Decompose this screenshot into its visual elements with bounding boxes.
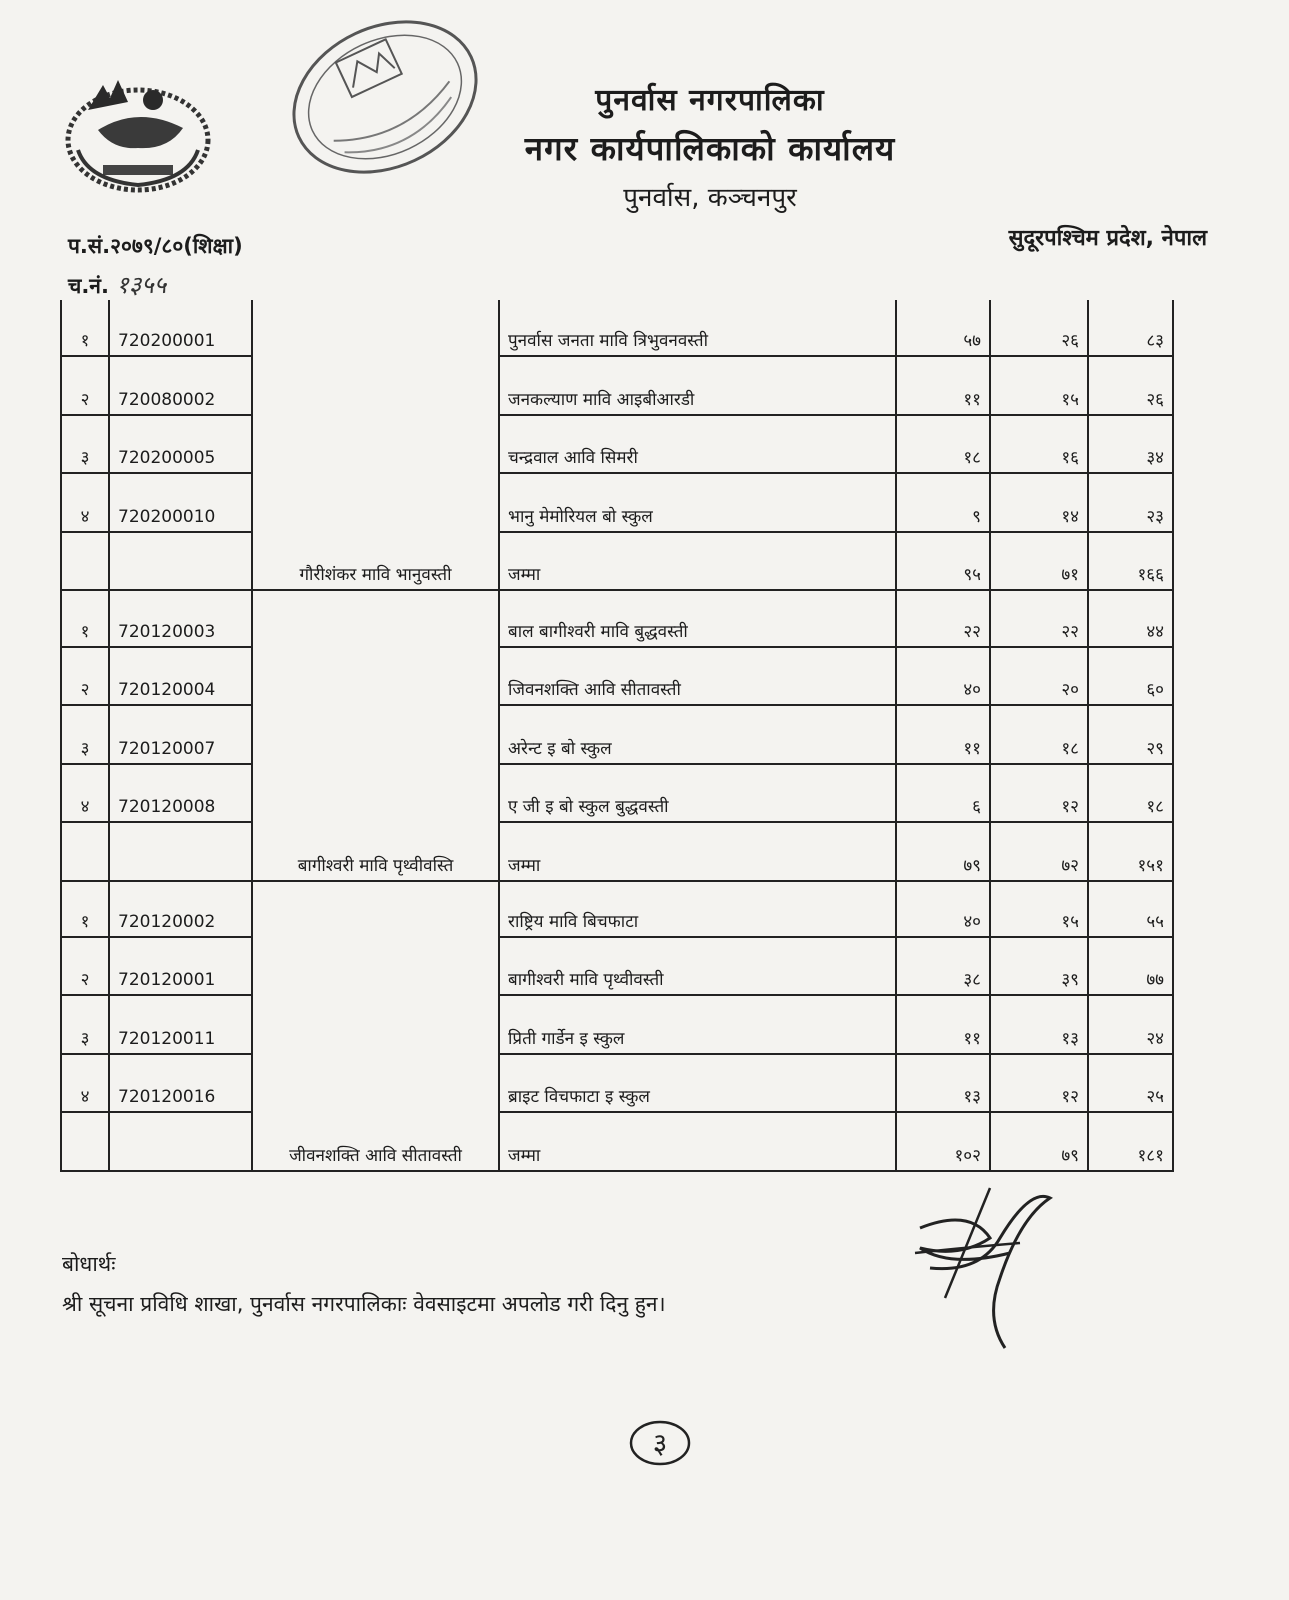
total-cell: २९ [1088, 705, 1173, 763]
count-a-cell: २२ [896, 590, 990, 646]
total-cell: ८३ [1088, 300, 1173, 356]
count-b-cell: १२ [990, 1054, 1088, 1112]
count-a-cell: ४० [896, 647, 990, 705]
school-code-cell: 720120002 [109, 881, 252, 937]
school-name-cell: चन्द्रवाल आवि सिमरी [499, 415, 896, 473]
count-b-cell: २० [990, 647, 1088, 705]
subtotal-a-cell: १०२ [896, 1112, 990, 1171]
count-a-cell: ९ [896, 473, 990, 531]
subtotal-label-cell: जम्मा [499, 1112, 896, 1171]
count-a-cell: ३८ [896, 937, 990, 995]
subtotal-a-cell: ७९ [896, 822, 990, 880]
serial-number-cell: ४ [61, 473, 109, 531]
serial-number-cell: ३ [61, 705, 109, 763]
table-row [61, 995, 1173, 1053]
subtotal-b-cell: ७९ [990, 1112, 1088, 1171]
table-row [61, 356, 1173, 414]
count-b-cell: २२ [990, 590, 1088, 646]
page-number-circle [628, 1418, 692, 1468]
page-number: ३ [652, 1427, 668, 1460]
subtotal-row [61, 1112, 1173, 1171]
school-name-cell: भानु मेमोरियल बो स्कुल [499, 473, 896, 531]
count-b-cell: १३ [990, 995, 1088, 1053]
school-code-cell: 720200010 [109, 473, 252, 531]
dispatch-number-handwritten: १३५५ [116, 271, 167, 299]
school-name-cell: राष्ट्रिय मावि बिचफाटा [499, 881, 896, 937]
table-row [61, 415, 1173, 473]
school-name-cell: जनकल्याण मावि आइबीआरडी [499, 356, 896, 414]
cc-label: बोधार्थः [62, 1252, 116, 1276]
office-title-block [450, 78, 970, 214]
office-address: पुनर्वास, कञ्चनपुर [623, 183, 797, 213]
table-row [61, 300, 1173, 356]
reference-number: प.सं.२०७९/८०(शिक्षा) [68, 234, 243, 258]
serial-number-cell: ४ [61, 1054, 109, 1112]
exam-center-cell: बागीश्वरी मावि पृथ्वीवस्ति [252, 590, 499, 880]
school-name-cell: जिवनशक्ति आवि सीतावस्ती [499, 647, 896, 705]
subtotal-total-cell: १५१ [1088, 822, 1173, 880]
table-row [61, 473, 1173, 531]
count-b-cell: १२ [990, 764, 1088, 822]
total-cell: ६० [1088, 647, 1173, 705]
school-name-cell: ए जी इ बो स्कुल बुद्धवस्ती [499, 764, 896, 822]
total-cell: ३४ [1088, 415, 1173, 473]
serial-number-cell: २ [61, 647, 109, 705]
total-cell: २५ [1088, 1054, 1173, 1112]
serial-number-cell-empty [61, 822, 109, 880]
total-cell: १८ [1088, 764, 1173, 822]
school-name-cell: अरेन्ट इ बो स्कुल [499, 705, 896, 763]
subtotal-label-cell: जम्मा [499, 532, 896, 590]
exam-center-cell: गौरीशंकर मावि भानुवस्ती [252, 300, 499, 590]
subtotal-b-cell: ७२ [990, 822, 1088, 880]
count-b-cell: ३९ [990, 937, 1088, 995]
count-a-cell: १८ [896, 415, 990, 473]
dispatch-number [68, 268, 166, 301]
serial-number-cell: १ [61, 881, 109, 937]
count-b-cell: १६ [990, 415, 1088, 473]
table-row [61, 764, 1173, 822]
count-a-cell: ४० [896, 881, 990, 937]
subtotal-total-cell: १८१ [1088, 1112, 1173, 1171]
table-body [61, 300, 1173, 1171]
total-cell: ४४ [1088, 590, 1173, 646]
table-row [61, 705, 1173, 763]
subtotal-label-cell: जम्मा [499, 822, 896, 880]
subtotal-total-cell: १६६ [1088, 532, 1173, 590]
school-code-cell-empty [109, 1112, 252, 1171]
table-row [61, 1054, 1173, 1112]
count-b-cell: १४ [990, 473, 1088, 531]
total-cell: २४ [1088, 995, 1173, 1053]
school-code-cell: 720120008 [109, 764, 252, 822]
serial-number-cell-empty [61, 1112, 109, 1171]
count-a-cell: ११ [896, 995, 990, 1053]
count-a-cell: ११ [896, 356, 990, 414]
count-b-cell: १५ [990, 356, 1088, 414]
school-code-cell: 720080002 [109, 356, 252, 414]
school-code-cell: 720120007 [109, 705, 252, 763]
table-row [61, 647, 1173, 705]
school-name-cell: बाल बागीश्वरी मावि बुद्धवस्ती [499, 590, 896, 646]
count-a-cell: ६ [896, 764, 990, 822]
province-line: सुदूरपश्चिम प्रदेश, नेपाल [1008, 226, 1207, 251]
count-b-cell: १८ [990, 705, 1088, 763]
table-row [61, 881, 1173, 937]
signature-icon [900, 1178, 1070, 1353]
table-row [61, 590, 1173, 646]
exam-center-cell: जीवनशक्ति आवि सीतावस्ती [252, 881, 499, 1171]
subtotal-row [61, 532, 1173, 590]
school-code-cell: 720120003 [109, 590, 252, 646]
school-name-cell: प्रिती गार्डेन इ स्कुल [499, 995, 896, 1053]
municipality-name: पुनर्वास नगरपालिका [595, 83, 825, 118]
school-code-cell: 720200005 [109, 415, 252, 473]
school-name-cell: पुनर्वास जनता मावि त्रिभुवनवस्ती [499, 300, 896, 356]
serial-number-cell: ३ [61, 995, 109, 1053]
count-a-cell: ५७ [896, 300, 990, 356]
subtotal-row [61, 822, 1173, 880]
total-cell: ५५ [1088, 881, 1173, 937]
subtotal-a-cell: ९५ [896, 532, 990, 590]
serial-number-cell: ३ [61, 415, 109, 473]
school-code-cell-empty [109, 822, 252, 880]
school-code-cell: 720120004 [109, 647, 252, 705]
serial-number-cell: १ [61, 300, 109, 356]
school-code-cell: 720120001 [109, 937, 252, 995]
results-table [60, 300, 1172, 1172]
count-a-cell: ११ [896, 705, 990, 763]
subtotal-b-cell: ७१ [990, 532, 1088, 590]
table-row [61, 937, 1173, 995]
count-a-cell: १३ [896, 1054, 990, 1112]
school-name-cell: बागीश्वरी मावि पृथ्वीवस्ती [499, 937, 896, 995]
serial-number-cell: २ [61, 937, 109, 995]
serial-number-cell: २ [61, 356, 109, 414]
total-cell: ७७ [1088, 937, 1173, 995]
count-b-cell: २६ [990, 300, 1088, 356]
office-name: नगर कार्यपालिकाको कार्यालय [524, 129, 896, 168]
total-cell: २३ [1088, 473, 1173, 531]
serial-number-cell: ४ [61, 764, 109, 822]
school-name-cell: ब्राइट विचफाटा इ स्कुल [499, 1054, 896, 1112]
dispatch-label: च.नं. [68, 274, 109, 298]
serial-number-cell-empty [61, 532, 109, 590]
serial-number-cell: १ [61, 590, 109, 646]
school-code-cell: 720120011 [109, 995, 252, 1053]
school-code-cell: 720200001 [109, 300, 252, 356]
cc-text: श्री सूचना प्रविधि शाखा, पुनर्वास नगरपालिकाः वेवसाइटमा अपलोड गरी दिनु हुन। [62, 1292, 666, 1316]
school-code-cell-empty [109, 532, 252, 590]
nepal-emblem-icon [58, 70, 218, 195]
count-b-cell: १५ [990, 881, 1088, 937]
total-cell: २६ [1088, 356, 1173, 414]
school-code-cell: 720120016 [109, 1054, 252, 1112]
